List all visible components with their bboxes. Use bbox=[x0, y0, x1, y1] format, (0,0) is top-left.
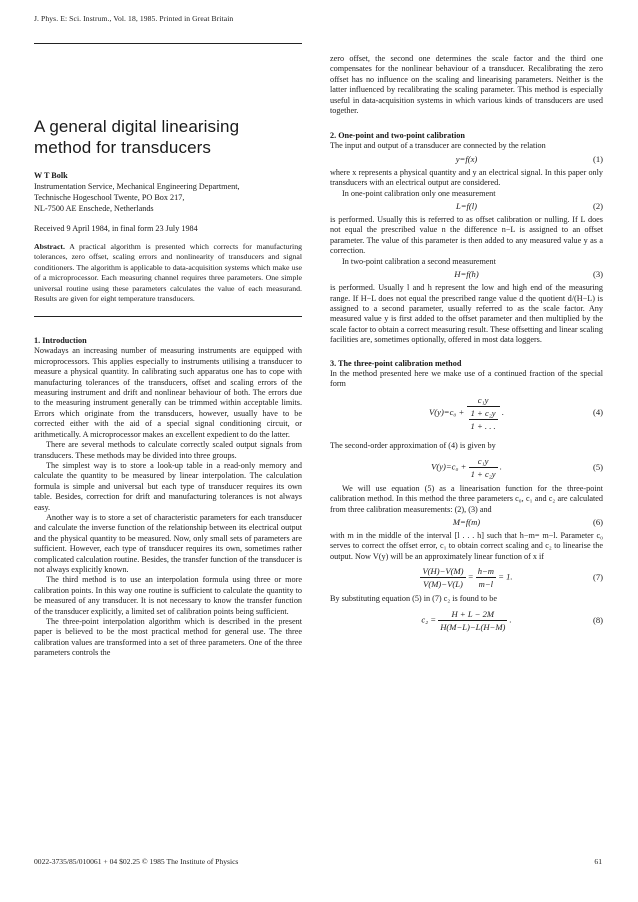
equation-number: (3) bbox=[592, 269, 603, 280]
paragraph: The simplest way is to store a look-up table in a read-only memory and calculate the quantity to be measured by linear interpolation. The calculation formula is simple and universal but each type of transducer requires its own table. Besides, correction for drift and manufacturing tolerances is not always easy. bbox=[34, 460, 302, 512]
fraction-numerator: 1 + c₂y bbox=[469, 407, 498, 420]
copyright-footer: 0022-3735/85/010061 + 04 $02.25 © 1985 The Institute of Physics bbox=[34, 857, 239, 866]
fraction bbox=[420, 565, 465, 590]
equation-body: y=f(x) bbox=[455, 153, 478, 164]
equation-tail: . bbox=[501, 407, 504, 418]
title-line-1: A general digital linearising bbox=[34, 117, 240, 136]
equation-number: (7) bbox=[592, 572, 603, 583]
fraction-denominator: 1 + c₂y bbox=[470, 468, 496, 479]
paper-title bbox=[34, 116, 302, 158]
fraction-numerator: h−m bbox=[477, 566, 494, 577]
paragraph: There are several methods to calculate correctly scaled output signals from transducers. These methods may be divided into three groups. bbox=[34, 440, 302, 460]
page-number: 61 bbox=[594, 857, 602, 866]
affiliation-line: Technische Hogeschool Twente, PO Box 217, bbox=[34, 193, 185, 202]
paragraph: The three-point interpolation algorithm which is described in the present paper is believed to be the most practical method for general use. The three calibration values are transformed into a set of three parameters. One of the three parameters controls the bbox=[34, 617, 302, 658]
equation-body: M=f(m) bbox=[452, 516, 481, 527]
section-heading-calibration: 2. One-point and two-point calibration bbox=[330, 131, 465, 141]
equation-8 bbox=[330, 607, 603, 635]
paragraph: with m in the middle of the interval [l . . . h] such that h−m= m−l. Parameter c₀ serves to correct the offset error, c₁ to obtain correct scaling and c₂ to linearise the output. Now V(y) will be an approximately linear function of x if bbox=[330, 530, 603, 561]
left-column bbox=[34, 44, 302, 659]
equation-5 bbox=[330, 454, 603, 482]
equation-tail: = 1. bbox=[498, 571, 513, 582]
running-head: J. Phys. E: Sci. Instrum., Vol. 18, 1985. Printed in Great Britain bbox=[34, 14, 234, 23]
equation-body: H=f(h) bbox=[454, 269, 479, 280]
paragraph: In one-point calibration only one measurement bbox=[342, 188, 496, 198]
equation-3 bbox=[330, 268, 603, 282]
paragraph: The third method is to use an interpolation formula using three or more calibration points. In this way one routine is sufficient to calculate the quantity to be measured of any transducer. It is not necessary to know the transfer function of the transducer explicitly, a limited set of calibration points being sufficient. bbox=[34, 575, 302, 616]
right-column bbox=[330, 54, 603, 637]
equation-lhs: V(y)=c₀ + bbox=[431, 461, 467, 472]
equation-1 bbox=[330, 153, 603, 167]
affiliation-line: Instrumentation Service, Mechanical Engineering Department, bbox=[34, 182, 240, 191]
equation-tail: . bbox=[509, 614, 512, 625]
abstract bbox=[34, 242, 302, 304]
section-heading-introduction: 1. Introduction bbox=[34, 336, 87, 346]
fraction-numerator: H + L − 2M bbox=[438, 608, 507, 621]
equation-lhs: c₂ = bbox=[421, 614, 437, 625]
equation-number: (5) bbox=[592, 461, 603, 472]
fraction bbox=[476, 565, 496, 590]
paragraph: In two-point calibration a second measurement bbox=[342, 256, 496, 266]
abstract-text: A practical algorithm is presented which corrects for manufacturing tolerances, zero offset, scaling errors and nonlinearity of transducers and signal conditioners. The algorithm is applicable to data-acquisition systems which make use of a microprocessor. Each measuring channel requires three parameters. One simple universal routine using these parameters calculates the value of each measurand. Results are given for eight temperature transducers. bbox=[34, 242, 302, 304]
paragraph: Another way is to store a set of characteristic parameters for each transducer and calculate the inverse function of the relationship between its electrical output and the physical quantity to be measured. Now, only small sets of parameters are sufficient. However, each type of transducer requires its own, sometimes rather complicated calculation routine. Besides, the transfer function of the transducer is not always explicitly known. bbox=[34, 512, 302, 574]
equation-number: (6) bbox=[592, 516, 603, 527]
equation-body: L=f(l) bbox=[455, 201, 478, 212]
paragraph: zero offset, the second one determines the scale factor and the third one compensates for the nonlinear behaviour of a transducer. Recalibrating the zero offset has no influence on the scaling and linearising parameters. Neither is the latter influenced by recalibrating the scaling parameter. This method is especially useful in data-acquisition systems in which various kinds of transducers are used together. bbox=[330, 54, 603, 116]
affiliation bbox=[34, 181, 302, 214]
equation-6 bbox=[330, 516, 603, 530]
equation-number: (4) bbox=[592, 407, 603, 418]
equals-sign: = bbox=[467, 571, 474, 582]
equation-number: (2) bbox=[592, 201, 603, 212]
fraction-denominator: m−l bbox=[478, 579, 494, 590]
abstract-label: Abstract. bbox=[34, 242, 65, 251]
abstract-rule bbox=[34, 316, 302, 317]
paragraph: We will use equation (5) as a linearisation function for the three-point calibration method. In this method the three parameters c₀, c₁ and c₂ are calculated from three calibration measurements: (2), (3) and bbox=[330, 483, 603, 514]
fraction-denominator: V(M)−V(L) bbox=[423, 579, 463, 590]
paragraph: In the method presented here we make use of a continued fraction of the special form bbox=[330, 368, 603, 388]
title-line-2: method for transducers bbox=[34, 138, 212, 157]
paragraph: where x represents a physical quantity and y an electrical signal. In this paper only transducers with an electrical output are considered. bbox=[330, 167, 603, 188]
fraction bbox=[438, 608, 507, 633]
paragraph: The second-order approximation of (4) is given by bbox=[330, 441, 496, 451]
paragraph: The input and output of a transducer are connected by the relation bbox=[330, 141, 546, 151]
equation-number: (8) bbox=[592, 614, 603, 625]
affiliation-line: NL-7500 AE Enschede, Netherlands bbox=[34, 204, 154, 213]
paragraph: By substituting equation (5) in (7) c₂ is found to be bbox=[330, 594, 498, 604]
fraction-numerator: c₁y bbox=[469, 455, 498, 468]
continued-fraction bbox=[467, 394, 500, 432]
equation-tail: . bbox=[499, 461, 502, 472]
paragraph: is performed. Usually this is referred to as offset calibration or nulling. If L does not equal the prescribed value n the difference n−L is assigned to an offset parameter. The value of this parameter is then added to any measured value y as a correction. bbox=[330, 215, 603, 256]
section-heading-three-point: 3. The three-point calibration method bbox=[330, 358, 462, 368]
fraction-denominator: H(M−L)−L(H−M) bbox=[440, 621, 506, 632]
author-name: W T Bolk bbox=[34, 171, 68, 180]
equation-7 bbox=[330, 564, 603, 592]
equation-number: (1) bbox=[592, 153, 603, 164]
fraction-denominator bbox=[467, 407, 500, 432]
paragraph: is performed. Usually l and h represent the low and high end of the measuring range. If H−L does not equal the prescribed range value d the quotient d/(H−L) is assigned to a second parameter, usually referred to as the scale factor. Any measured value y is first added to the offset parameter and then multiplied by the scale factor to obtain a correct measuring result. These offsetting and linear scaling facilities are, sometimes optionally, offered in most data loggers. bbox=[330, 283, 603, 345]
equation-2 bbox=[330, 200, 603, 214]
fraction-numerator: c₁y bbox=[467, 394, 500, 407]
equation-4 bbox=[330, 392, 603, 438]
fraction bbox=[469, 455, 498, 480]
received-date: Received 9 April 1984, in final form 23 July 1984 bbox=[34, 224, 198, 233]
equation-lhs: V(y)=c₀ + bbox=[429, 407, 465, 418]
fraction-numerator: V(H)−V(M) bbox=[422, 566, 464, 577]
paragraph: Nowadays an increasing number of measuring instruments are equipped with microprocessors. This applies especially to instruments utilising a transducer to measure a physical quantity. In calibrating such apparatus one has to cope with manufacturing tolerances of the transducers, offset and scaling errors of the measuring instrument and drift and nonlinear behaviour of both. The errors due to the measuring instrument generally can be trimmed within acceptable limits. Errors which originate from the transducers, however, usually have to be corrected either with the aid of a special signal conditioning circuit, or arithmetically. A microprocessor makes an excellent expedient to do the latter. bbox=[34, 346, 302, 439]
fraction-denominator: 1 + . . . bbox=[470, 421, 496, 432]
